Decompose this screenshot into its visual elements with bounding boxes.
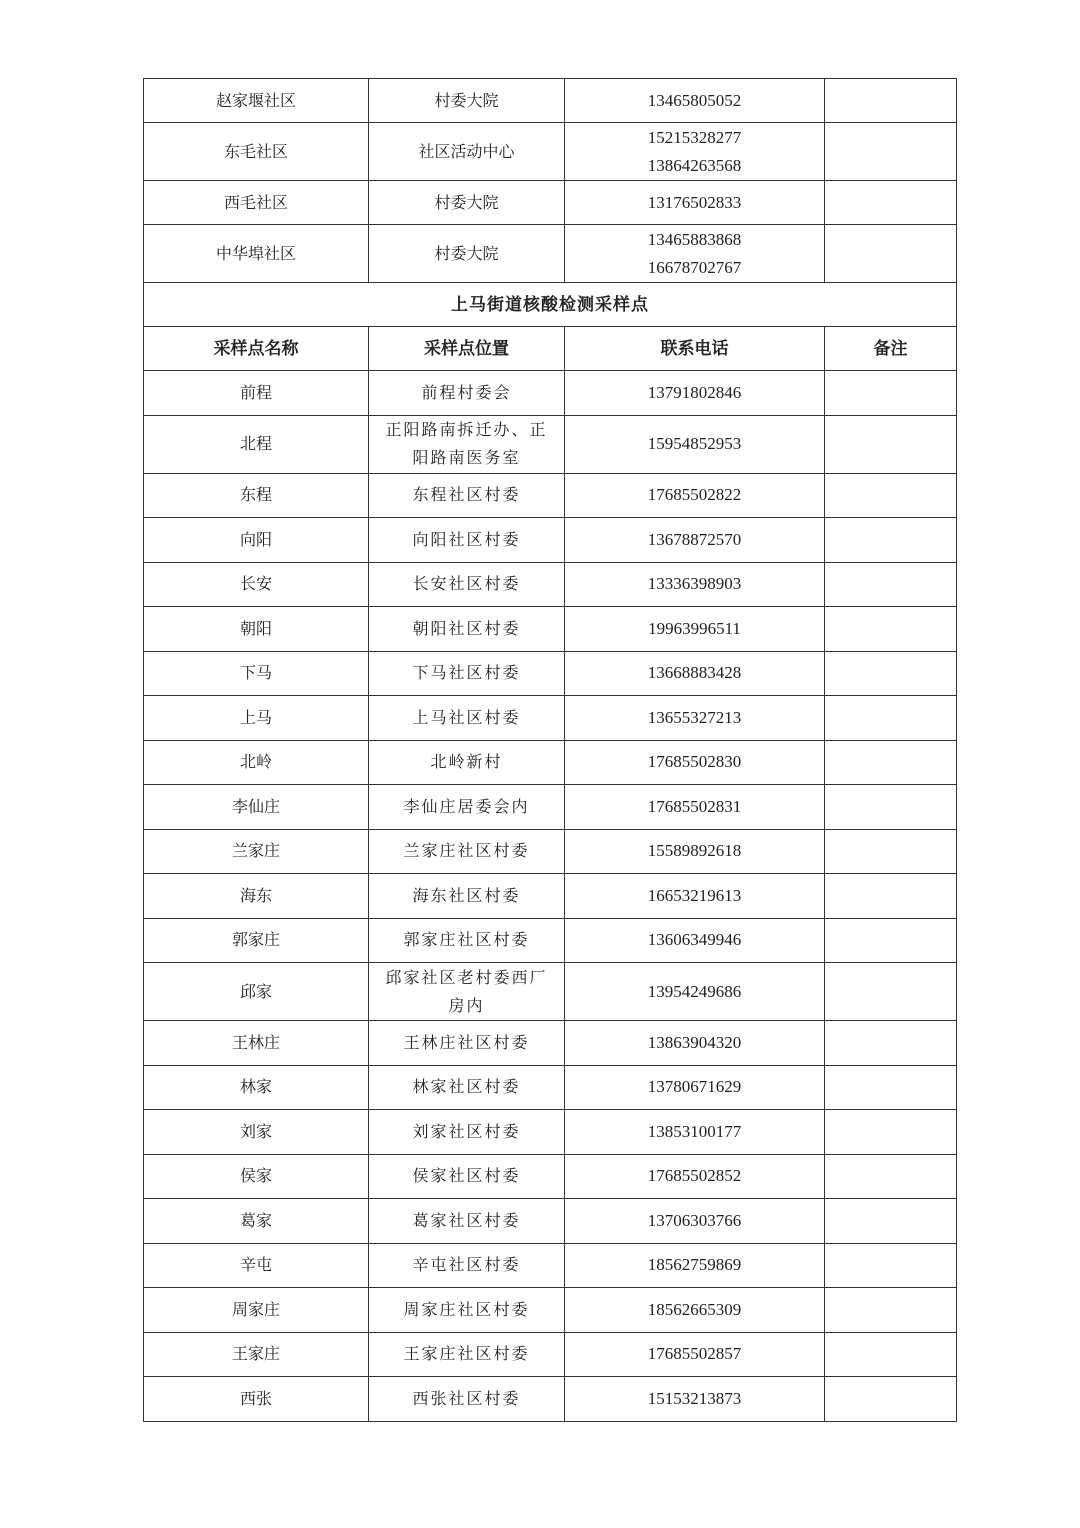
phone-number: 13706303766: [565, 1199, 825, 1244]
table-row: [144, 651, 957, 696]
note: [825, 651, 957, 696]
note: [825, 371, 957, 416]
phone-number: 13863904320: [565, 1021, 825, 1066]
note: [825, 415, 957, 473]
phone-number: 13853100177: [565, 1110, 825, 1155]
site-location-text: 朝阳社区村委: [412, 618, 521, 638]
site-location: [369, 696, 565, 741]
table-row: [144, 696, 957, 741]
note: [825, 740, 957, 785]
note: [825, 1110, 957, 1155]
site-name: 西毛社区: [144, 181, 369, 225]
site-location-text: 郭家庄社区村委: [403, 930, 530, 950]
table-row: [144, 1154, 957, 1199]
table-row: [144, 415, 957, 473]
phone-number: 13954249686: [565, 963, 825, 1021]
phone-cell: [565, 181, 825, 225]
site-location-text: 王林庄社区村委: [403, 1032, 530, 1052]
note: [825, 225, 957, 283]
note: [825, 1332, 957, 1377]
phone-number: 13176502833: [647, 192, 742, 212]
site-location-text: 侯家社区村委: [412, 1166, 521, 1186]
site-location-text: 向阳社区村委: [412, 529, 521, 549]
site-location: [369, 1377, 565, 1422]
site-name: 西张: [144, 1377, 369, 1422]
table-row: [144, 740, 957, 785]
site-location-text: 林家社区村委: [412, 1077, 521, 1097]
note: [825, 1288, 957, 1333]
site-location: [369, 785, 565, 830]
site-name: 王林庄: [144, 1021, 369, 1066]
site-location-text: 周家庄社区村委: [403, 1299, 530, 1319]
note: [825, 1243, 957, 1288]
phone-number: 13465805052: [647, 90, 742, 110]
table-row: [144, 1243, 957, 1288]
site-name: 侯家: [144, 1154, 369, 1199]
phone-cell: [565, 225, 825, 283]
phone-number: 15215328277: [647, 127, 742, 147]
site-name: 周家庄: [144, 1288, 369, 1333]
site-name: 海东: [144, 874, 369, 919]
site-location-text: 海东社区村委: [412, 885, 521, 905]
note: [825, 123, 957, 181]
site-location: [369, 562, 565, 607]
site-location-text: 邱家社区老村委西厂房内: [385, 967, 548, 1015]
table-row: [144, 1021, 957, 1066]
site-name: 北岭: [144, 740, 369, 785]
site-location-text: 王家庄社区村委: [403, 1344, 530, 1364]
phone-number: 18562665309: [565, 1288, 825, 1333]
site-location-text: 西张社区村委: [412, 1388, 521, 1408]
site-location-text: 葛家社区村委: [412, 1210, 521, 1230]
table-row: [144, 123, 957, 181]
site-name: 葛家: [144, 1199, 369, 1244]
site-name: 朝阳: [144, 607, 369, 652]
site-name: 刘家: [144, 1110, 369, 1155]
site-location-text: 长安社区村委: [412, 574, 521, 594]
site-location: 社区活动中心: [369, 123, 565, 181]
site-location-text: 北岭新村: [430, 752, 503, 772]
phone-number: 13668883428: [565, 651, 825, 696]
site-name: 林家: [144, 1065, 369, 1110]
shangma-section: [144, 283, 957, 371]
note: [825, 963, 957, 1021]
phone-number: 13864263568: [647, 155, 742, 175]
note: [825, 607, 957, 652]
note: [825, 473, 957, 518]
site-location: [369, 607, 565, 652]
site-location: 村委大院: [369, 181, 565, 225]
site-name: 邱家: [144, 963, 369, 1021]
phone-number: 15954852953: [565, 415, 825, 473]
site-name: 前程: [144, 371, 369, 416]
site-name: 长安: [144, 562, 369, 607]
table-row: [144, 1065, 957, 1110]
site-name: 郭家庄: [144, 918, 369, 963]
site-name: 东毛社区: [144, 123, 369, 181]
site-location: 村委大院: [369, 225, 565, 283]
note: [825, 518, 957, 563]
site-location: [369, 1288, 565, 1333]
site-location: [369, 371, 565, 416]
table-row: [144, 225, 957, 283]
section-title-row: [144, 283, 957, 327]
site-location: [369, 1021, 565, 1066]
site-location-text: 前程村委会: [421, 382, 512, 402]
table-row: [144, 1288, 957, 1333]
site-location: [369, 963, 565, 1021]
phone-number: 15589892618: [565, 829, 825, 874]
table-row: [144, 1199, 957, 1244]
site-location: 村委大院: [369, 79, 565, 123]
note: [825, 1065, 957, 1110]
table-row: [144, 518, 957, 563]
table-row: [144, 79, 957, 123]
table-row: [144, 1377, 957, 1422]
site-location: [369, 874, 565, 919]
phone-number: 18562759869: [565, 1243, 825, 1288]
phone-number: 16653219613: [565, 874, 825, 919]
site-location: [369, 1110, 565, 1155]
note: [825, 1021, 957, 1066]
table-row: [144, 829, 957, 874]
phone-number: 16678702767: [647, 257, 742, 277]
phone-number: 17685502831: [565, 785, 825, 830]
phone-number: 13780671629: [565, 1065, 825, 1110]
site-name: 下马: [144, 651, 369, 696]
site-location: [369, 1199, 565, 1244]
site-location-text: 东程社区村委: [412, 485, 521, 505]
table-row: [144, 473, 957, 518]
phone-number: 17685502830: [565, 740, 825, 785]
note: [825, 562, 957, 607]
header-note: 备注: [825, 327, 957, 371]
site-location: [369, 1154, 565, 1199]
site-name: 李仙庄: [144, 785, 369, 830]
site-location: [369, 829, 565, 874]
site-location: [369, 1065, 565, 1110]
phone-number: 13791802846: [565, 371, 825, 416]
site-location-text: 上马社区村委: [412, 707, 521, 727]
header-site-location: 采样点位置: [369, 327, 565, 371]
site-location-text: 刘家社区村委: [412, 1121, 521, 1141]
phone-number: 17685502822: [565, 473, 825, 518]
table-row: [144, 918, 957, 963]
note: [825, 79, 957, 123]
table-row: [144, 785, 957, 830]
site-location: [369, 518, 565, 563]
phone-cell: [565, 79, 825, 123]
phone-cell: [565, 123, 825, 181]
site-name: 北程: [144, 415, 369, 473]
table-row: [144, 562, 957, 607]
note: [825, 1377, 957, 1422]
note: [825, 1154, 957, 1199]
site-location-text: 兰家庄社区村委: [403, 841, 530, 861]
table-row: [144, 874, 957, 919]
site-name: 中华埠社区: [144, 225, 369, 283]
phone-number: 13678872570: [565, 518, 825, 563]
table-row: [144, 963, 957, 1021]
phone-number: 13465883868: [647, 229, 742, 249]
site-location: [369, 1332, 565, 1377]
site-location: [369, 1243, 565, 1288]
phone-number: 13336398903: [565, 562, 825, 607]
site-name: 向阳: [144, 518, 369, 563]
site-name: 东程: [144, 473, 369, 518]
site-location-text: 正阳路南拆迁办、正阳路南医务室: [385, 420, 548, 467]
site-name: 上马: [144, 696, 369, 741]
site-name: 辛屯: [144, 1243, 369, 1288]
phone-number: 13606349946: [565, 918, 825, 963]
site-name: 赵家堰社区: [144, 79, 369, 123]
table-row: [144, 181, 957, 225]
site-name: 兰家庄: [144, 829, 369, 874]
phone-number: 17685502857: [565, 1332, 825, 1377]
note: [825, 785, 957, 830]
site-location: [369, 651, 565, 696]
table-row: [144, 371, 957, 416]
phone-number: 13655327213: [565, 696, 825, 741]
site-location-text: 李仙庄居委会内: [403, 796, 530, 816]
section-title: 上马街道核酸检测采样点: [144, 283, 957, 327]
note: [825, 874, 957, 919]
table-row: [144, 607, 957, 652]
phone-number: 17685502852: [565, 1154, 825, 1199]
site-location-text: 辛屯社区村委: [412, 1255, 521, 1275]
note: [825, 696, 957, 741]
site-name: 王家庄: [144, 1332, 369, 1377]
note: [825, 829, 957, 874]
sampling-sites-table: [143, 78, 957, 1422]
table-row: [144, 1332, 957, 1377]
note: [825, 181, 957, 225]
site-location: [369, 415, 565, 473]
site-location: [369, 473, 565, 518]
note: [825, 918, 957, 963]
site-location: [369, 740, 565, 785]
section-rows: [144, 371, 957, 1422]
previous-section-rows: [144, 79, 957, 283]
header-phone: 联系电话: [565, 327, 825, 371]
note: [825, 1199, 957, 1244]
site-location: [369, 918, 565, 963]
phone-number: 19963996511: [565, 607, 825, 652]
header-site-name: 采样点名称: [144, 327, 369, 371]
table-row: [144, 1110, 957, 1155]
phone-number: 15153213873: [565, 1377, 825, 1422]
site-location-text: 下马社区村委: [412, 663, 521, 683]
header-row: [144, 327, 957, 371]
